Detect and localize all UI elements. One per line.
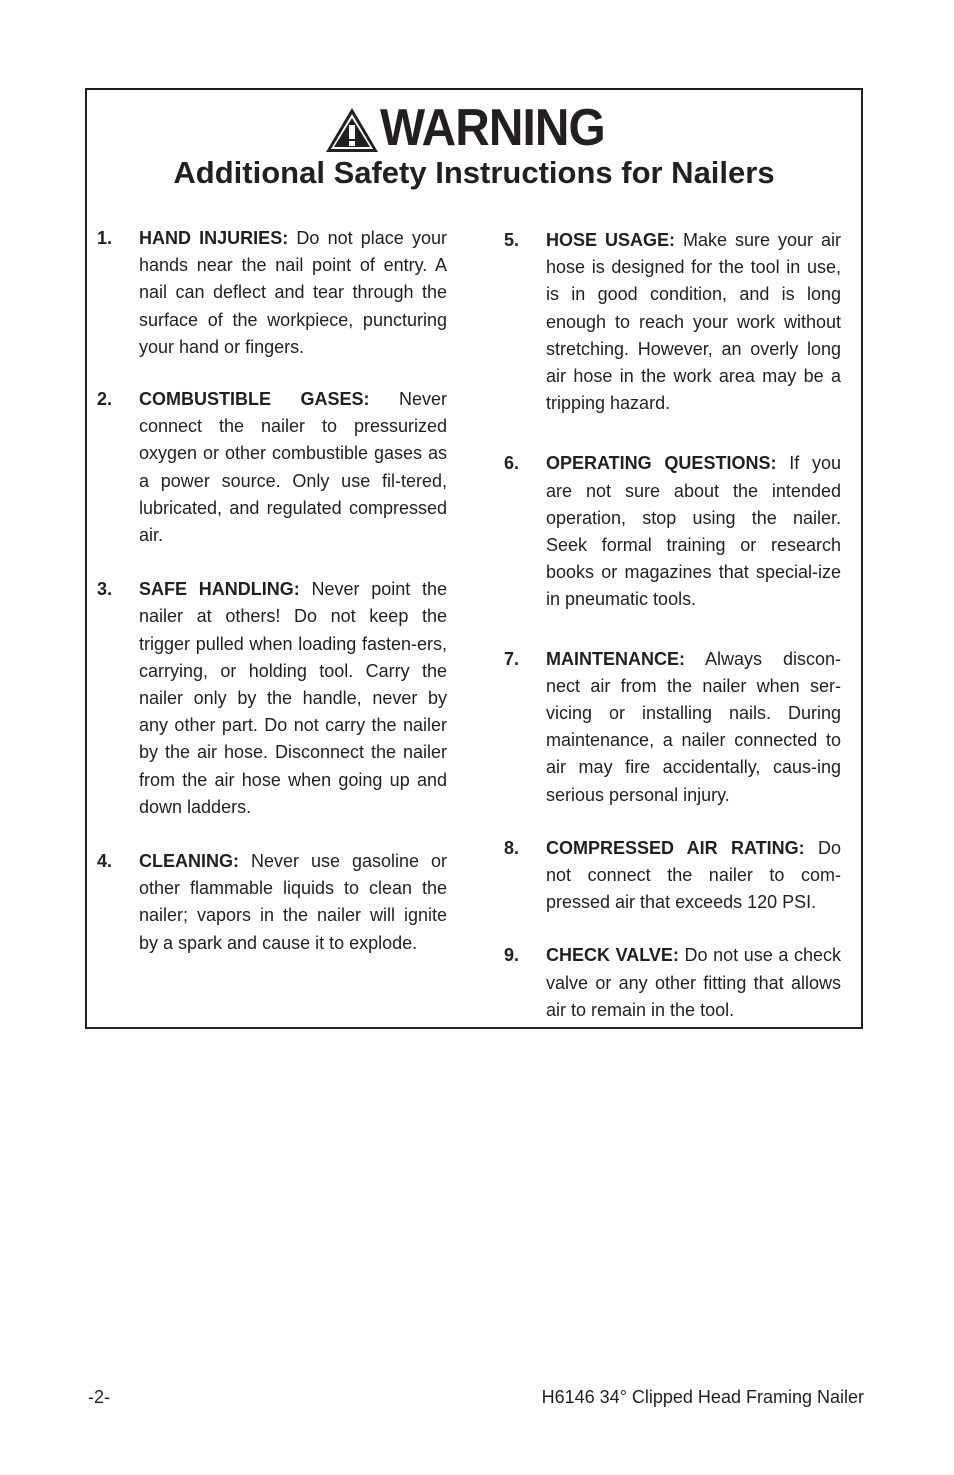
item-text: Never use gasoline or other flammable liquids to clean the nailer; vapors in the nailer will ignite by a spark and cause it to explode. bbox=[139, 851, 447, 953]
item-number: 5. bbox=[504, 230, 520, 250]
item-number: 8. bbox=[504, 837, 520, 858]
item-heading: COMPRESSED AIR RATING: bbox=[546, 837, 805, 858]
item-text: If you are not sure about the intended operation, stop using the nailer. Seek formal training or research books or magazines that special-ize in pneumatic tools. bbox=[546, 453, 841, 610]
safety-item bbox=[504, 835, 841, 917]
warning-title: WARNING bbox=[379, 99, 605, 157]
item-number: 3. bbox=[97, 579, 113, 600]
warning-header bbox=[87, 100, 861, 156]
item-text: Do not connect the nailer to com-pressed air that exceeds 120 PSI. bbox=[546, 837, 841, 913]
item-number: 9. bbox=[504, 945, 520, 966]
item-number: 2. bbox=[97, 389, 113, 410]
page-number: -2- bbox=[88, 1387, 110, 1407]
item-number: 1. bbox=[97, 228, 113, 248]
page-subtitle: Additional Safety Instructions for Nailers bbox=[173, 155, 775, 190]
item-number: 7. bbox=[504, 648, 520, 669]
safety-item bbox=[97, 576, 447, 821]
item-heading: OPERATING QUESTIONS: bbox=[546, 453, 777, 474]
safety-item bbox=[97, 848, 447, 957]
warning-box bbox=[85, 88, 863, 1029]
item-text: Never connect the nailer to pressurized oxygen or other combustible gases as a power source. Only use fil-tered, lubricated, and regulated compressed air. bbox=[139, 389, 447, 546]
item-text: Do not place your hands near the nail point of entry. A nail can deflect and tear through the surface of the workpiece, puncturing your hand or fingers. bbox=[139, 228, 447, 357]
item-text: Make sure your air hose is designed for the tool in use, is in good condition, and is long enough to reach your work without stretching. However, an overly long air hose in the work area may be a tripping hazard. bbox=[546, 230, 841, 414]
item-heading: SAFE HANDLING: bbox=[139, 579, 300, 600]
item-number: 6. bbox=[504, 453, 520, 474]
safety-item bbox=[97, 386, 447, 549]
item-heading: MAINTENANCE: bbox=[546, 648, 685, 669]
safety-item bbox=[504, 646, 841, 809]
item-heading: CLEANING: bbox=[139, 851, 239, 872]
item-text: Do not use a check valve or any other fitting that allows air to remain in the tool. bbox=[546, 945, 841, 1020]
safety-item bbox=[504, 227, 841, 417]
item-text: Never point the nailer at others! Do not keep the trigger pulled when loading fasten-ers, carrying, or holding tool. Carry the nailer only by the handle, never by any other part. Do not carry the nailer by the air hose. Disconnect the nailer from the air hose when going up and down ladders. bbox=[139, 579, 447, 817]
safety-item bbox=[504, 942, 841, 1024]
item-heading: HAND INJURIES: bbox=[139, 228, 289, 248]
right-column bbox=[504, 227, 841, 1024]
item-heading: COMBUSTIBLE GASES: bbox=[139, 389, 370, 410]
safety-item bbox=[504, 450, 841, 613]
safety-item bbox=[97, 225, 447, 361]
item-number: 4. bbox=[97, 851, 113, 872]
left-column bbox=[97, 225, 447, 957]
item-text: Always discon-nect air from the nailer when ser-vicing or installing nails. During maintenance, a nailer connected to air may fire accidentally, caus-ing serious personal injury. bbox=[546, 648, 841, 805]
warning-triangle-icon bbox=[324, 106, 380, 154]
item-heading: HOSE USAGE: bbox=[546, 230, 675, 250]
item-heading: CHECK VALVE: bbox=[546, 945, 679, 966]
model-footer: H6146 34° Clipped Head Framing Nailer bbox=[541, 1387, 864, 1407]
